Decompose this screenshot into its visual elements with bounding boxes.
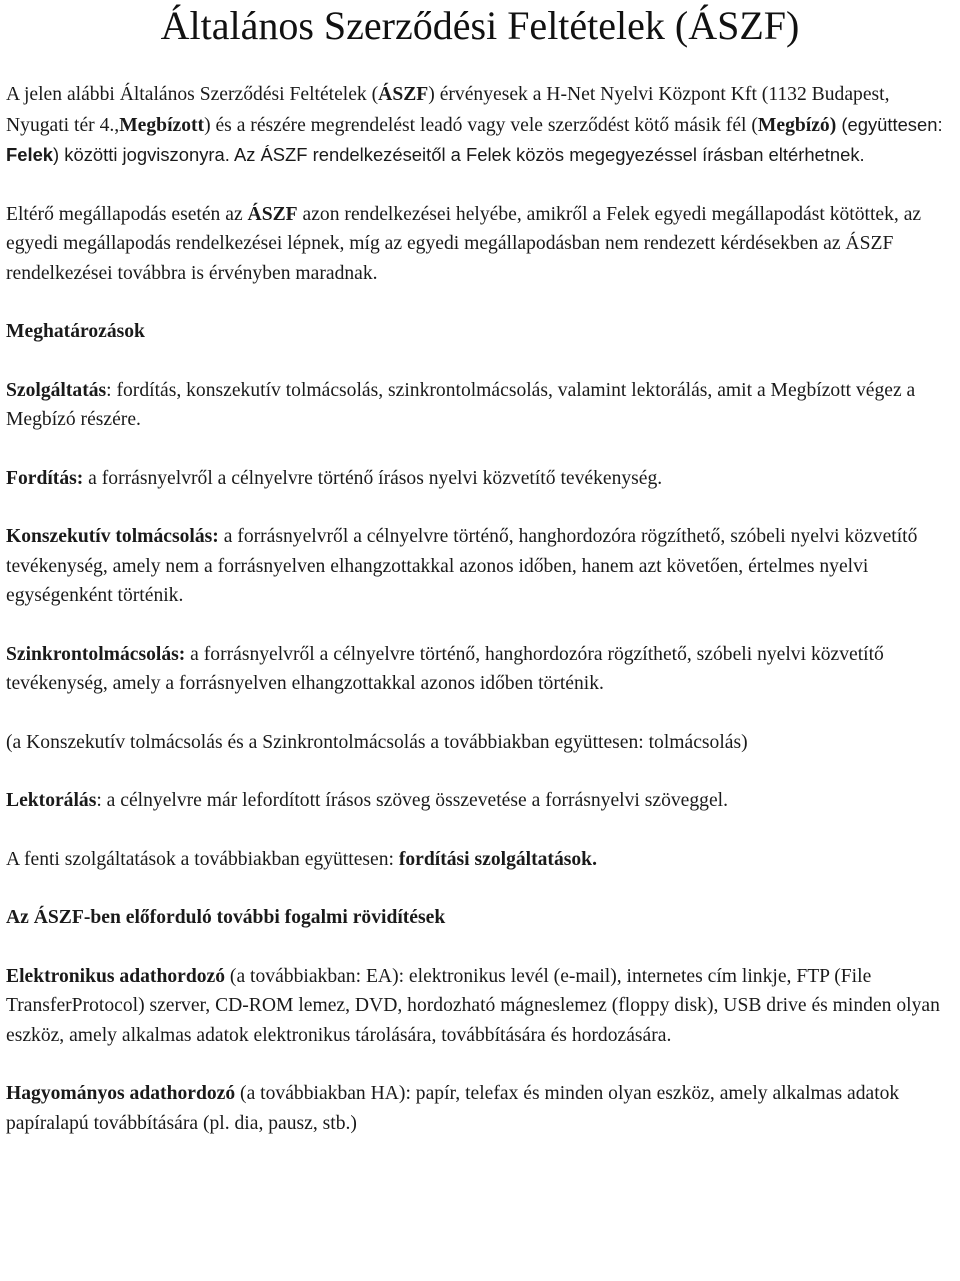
definition-term: Konszekutív tolmácsolás: (6, 526, 219, 547)
definition-simultaneous: Szinkrontolmácsolás: a forrásnyelvről a célnyelvre történő, hanghordozóra rögzíthető, szóbeli nyelvi közvetítő tevékenység, amely a forrásnyelven elhangzottakkal azonos időben történik. (6, 643, 884, 694)
aszf-term: ÁSZF (378, 84, 429, 105)
definition-consecutive: Konszekutív tolmácsolás: a forrásnyelvről a célnyelvre történő, hanghordozóra rögzíthető, szóbeli nyelvi közvetítő tevékenység, amely nem a forrásnyelven elhangzottakkal azonos időben, hanem azt követően, értelmes nyelvi egységenként történik. (6, 526, 918, 606)
felek-term: Felek (6, 144, 54, 165)
intro-paragraph: A jelen alábbi Általános Szerződési Feltételek (ÁSZF) érvényesek a H-Net Nyelvi Központ Kft (1132 Budapest, Nyugati tér 4.,Megbízott) és a részére megrendelést leadó vagy vele szerződést kötő másik fél (Megbízó) (együttesen: Felek) közötti jogviszonyra. Az ÁSZF rendelkezéseitől a Felek közös megegyezéssel írásban eltérhetnek. (6, 84, 943, 165)
definition-service: Szolgáltatás: fordítás, konszekutív tolmácsolás, szinkrontolmácsolás, valamint lektorálás, amit a Megbízott végez a Megbízó részére. (6, 379, 916, 430)
definition-term: Lektorálás (6, 790, 97, 811)
definition-term: Szinkrontolmácsolás: (6, 643, 186, 665)
megbizo-term: Megbízó) (757, 114, 837, 136)
definitions-heading: Meghatározások (6, 321, 145, 342)
megbizott-term: Megbízott (119, 114, 205, 136)
abbreviations-heading: Az ÁSZF-ben előforduló további fogalmi rövidítések (6, 907, 446, 928)
interpreting-note: (a Konszekutív tolmácsolás és a Szinkrontolmácsolás a továbbiakban együttesen: tolmácsolás) (6, 731, 748, 753)
deviation-paragraph: Eltérő megállapodás esetén az ÁSZF azon rendelkezései helyébe, amikről a Felek egyedi megállapodást kötöttek, az egyedi megállapodás rendelkezései lépnek, míg az egyedi megállapodásban nem rendezett kérdésekben az ÁSZF rendelkezései továbbra is érvényben maradnak. (6, 203, 922, 284)
definition-term: Szolgáltatás (6, 379, 107, 401)
definition-term: fordítási szolgáltatások. (398, 848, 597, 870)
aszf-term: ÁSZF (247, 203, 298, 225)
definition-traditional-media: Hagyományos adathordozó (a továbbiakban HA): papír, telefax és minden olyan eszköz, amely alkalmas adatok papíralapú továbbítására (pl. dia, pausz, stb.) (6, 1083, 900, 1134)
definition-term: Elektronikus adathordozó (6, 965, 226, 987)
definition-proofreading: Lektorálás: a célnyelvre már lefordított írásos szöveg összevetése a forrásnyelvi szöveggel. (6, 790, 729, 811)
definition-term: Hagyományos adathordozó (6, 1083, 236, 1104)
definition-term: Fordítás: (6, 467, 84, 489)
definition-translation: Fordítás: a forrásnyelvről a célnyelvre történő írásos nyelvi közvetítő tevékenység. (6, 467, 663, 489)
definition-electronic-media: Elektronikus adathordozó (a továbbiakban: EA): elektronikus levél (e-mail), internetes cím linkje, FTP (File TransferProtocol) szerver, CD-ROM lemez, DVD, hordozható mágneslemez (floppy disk), USB drive és minden olyan eszköz, amely alkalmas adatok elektronikus tárolására, továbbítására és hordozására. (6, 965, 940, 1046)
services-summary: A fenti szolgáltatások a továbbiakban együttesen: fordítási szolgáltatások. (6, 848, 597, 870)
page-title: Általános Szerződési Feltételek (ÁSZF) (160, 3, 800, 48)
